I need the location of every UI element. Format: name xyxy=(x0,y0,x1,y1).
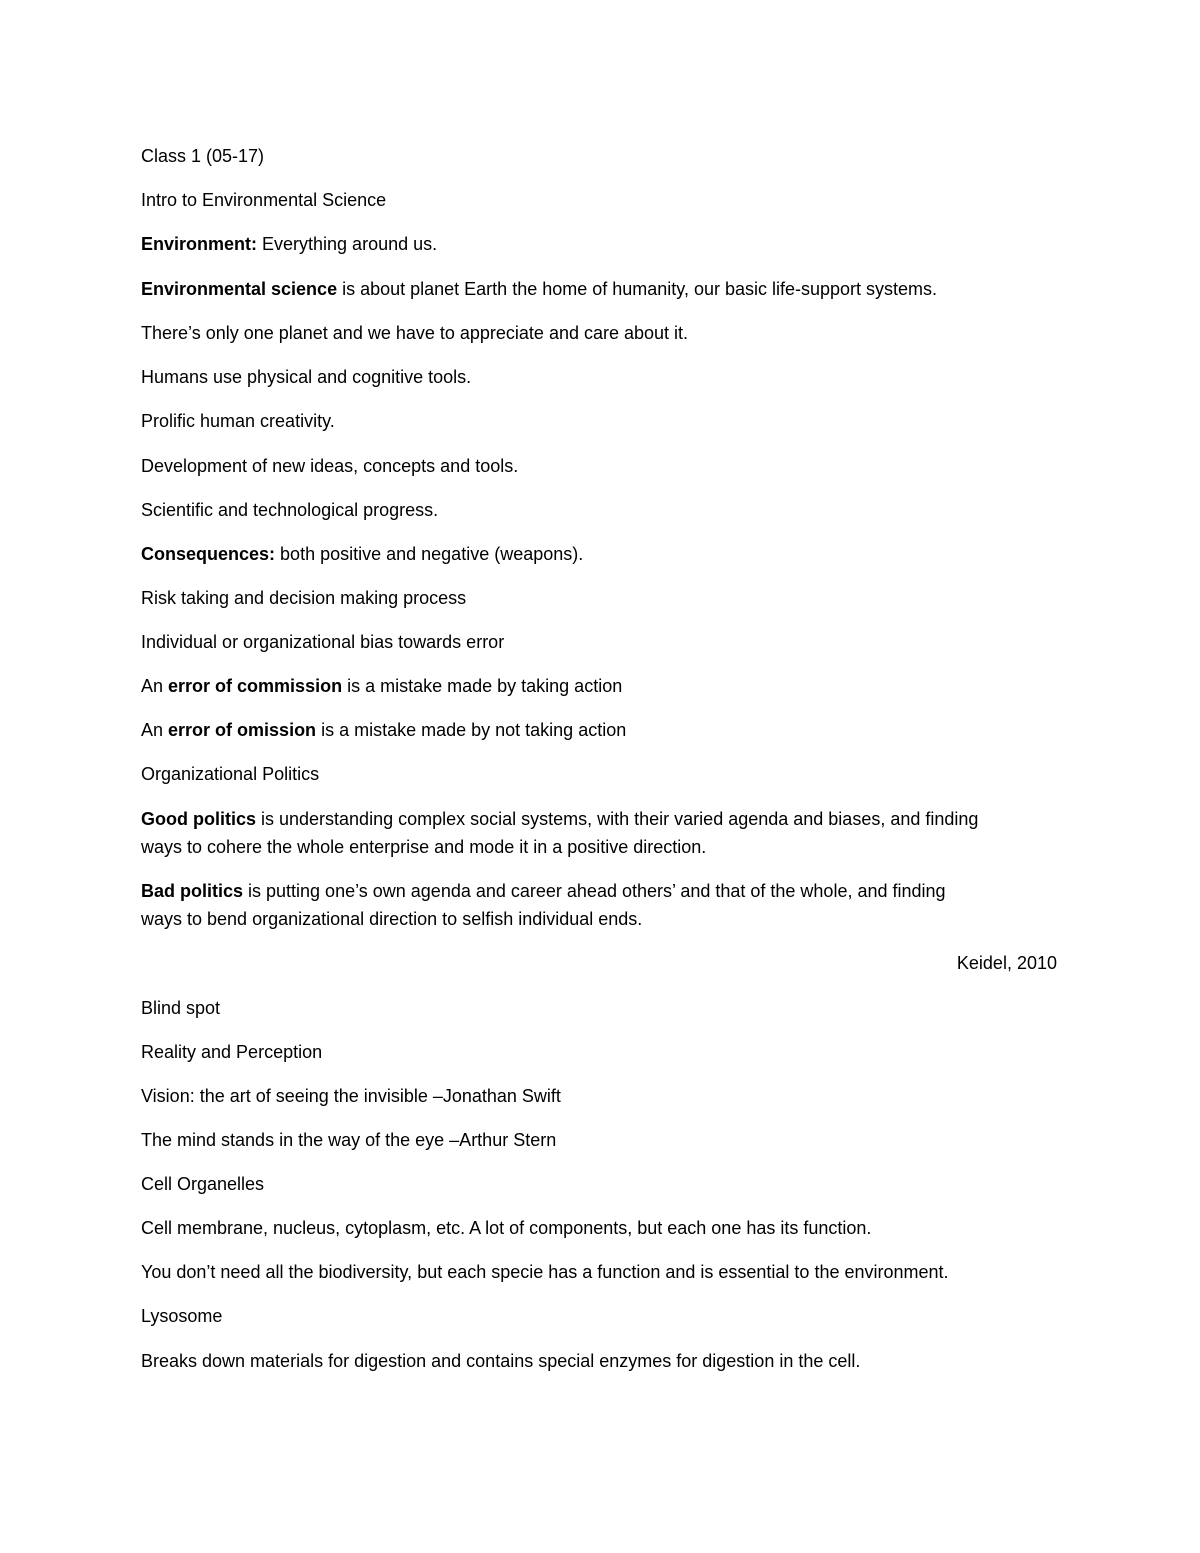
consequences-term: Consequences: xyxy=(141,544,276,564)
commission-def: is a mistake made by taking action xyxy=(342,676,623,696)
subtitle: Intro to Environmental Science xyxy=(141,190,387,210)
vision-quote: Vision: the art of seeing the invisible –Jonathan Swift xyxy=(141,1086,561,1106)
bad-politics-term: Bad politics xyxy=(141,881,244,901)
commission-prefix: An xyxy=(141,676,169,696)
environment-definition xyxy=(141,233,437,255)
good-politics-line-2: ways to cohere the whole enterprise and mode it in a positive direction. xyxy=(141,837,707,857)
bad-politics-def-1: is putting one’s own agenda and career ahead others’ and that of the whole, and finding xyxy=(243,881,946,901)
tools-text: Humans use physical and cognitive tools. xyxy=(141,367,472,387)
omission-term: error of omission xyxy=(168,720,317,740)
consequences-definition xyxy=(141,543,583,565)
env-science-def: is about planet Earth the home of humanity, our basic life-support systems. xyxy=(337,279,938,299)
cell-organelles-heading: Cell Organelles xyxy=(141,1174,265,1194)
consequences-def: both positive and negative (weapons). xyxy=(275,544,584,564)
omission-prefix: An xyxy=(141,720,169,740)
lysosome-heading: Lysosome xyxy=(141,1306,223,1326)
commission-term: error of commission xyxy=(168,676,343,696)
cell-components-text: Cell membrane, nucleus, cytoplasm, etc. A lot of components, but each one has its function. xyxy=(141,1218,872,1238)
environment-term: Environment: xyxy=(141,234,258,254)
development-text: Development of new ideas, concepts and tools. xyxy=(141,456,519,476)
biodiversity-text: You don’t need all the biodiversity, but each specie has a function and is essential to the environment. xyxy=(141,1262,949,1282)
progress-text: Scientific and technological progress. xyxy=(141,500,439,520)
good-politics-line-1 xyxy=(141,808,978,830)
omission-definition xyxy=(141,719,626,741)
class-header: Class 1 (05-17) xyxy=(141,146,265,166)
creativity-text: Prolific human creativity. xyxy=(141,411,335,431)
citation: Keidel, 2010 xyxy=(956,953,1057,973)
reality-heading: Reality and Perception xyxy=(141,1042,323,1062)
bias-text: Individual or organizational bias towards error xyxy=(141,632,505,652)
omission-def: is a mistake made by not taking action xyxy=(316,720,627,740)
env-science-definition xyxy=(141,278,937,300)
org-politics-heading: Organizational Politics xyxy=(141,764,320,784)
environment-def: Everything around us. xyxy=(257,234,438,254)
mind-quote: The mind stands in the way of the eye –Arthur Stern xyxy=(141,1130,557,1150)
bad-politics-line-1 xyxy=(141,880,946,902)
lysosome-definition: Breaks down materials for digestion and contains special enzymes for digestion in the cell. xyxy=(141,1351,861,1371)
commission-definition xyxy=(141,675,622,697)
blind-spot-heading: Blind spot xyxy=(141,998,221,1018)
risk-text: Risk taking and decision making process xyxy=(141,588,467,608)
bad-politics-line-2: ways to bend organizational direction to selfish individual ends. xyxy=(141,909,643,929)
one-planet-text: There’s only one planet and we have to appreciate and care about it. xyxy=(141,323,689,343)
env-science-term: Environmental science xyxy=(141,279,338,299)
good-politics-term: Good politics xyxy=(141,809,256,829)
good-politics-def-1: is understanding complex social systems, with their varied agenda and biases, and finding xyxy=(256,809,979,829)
